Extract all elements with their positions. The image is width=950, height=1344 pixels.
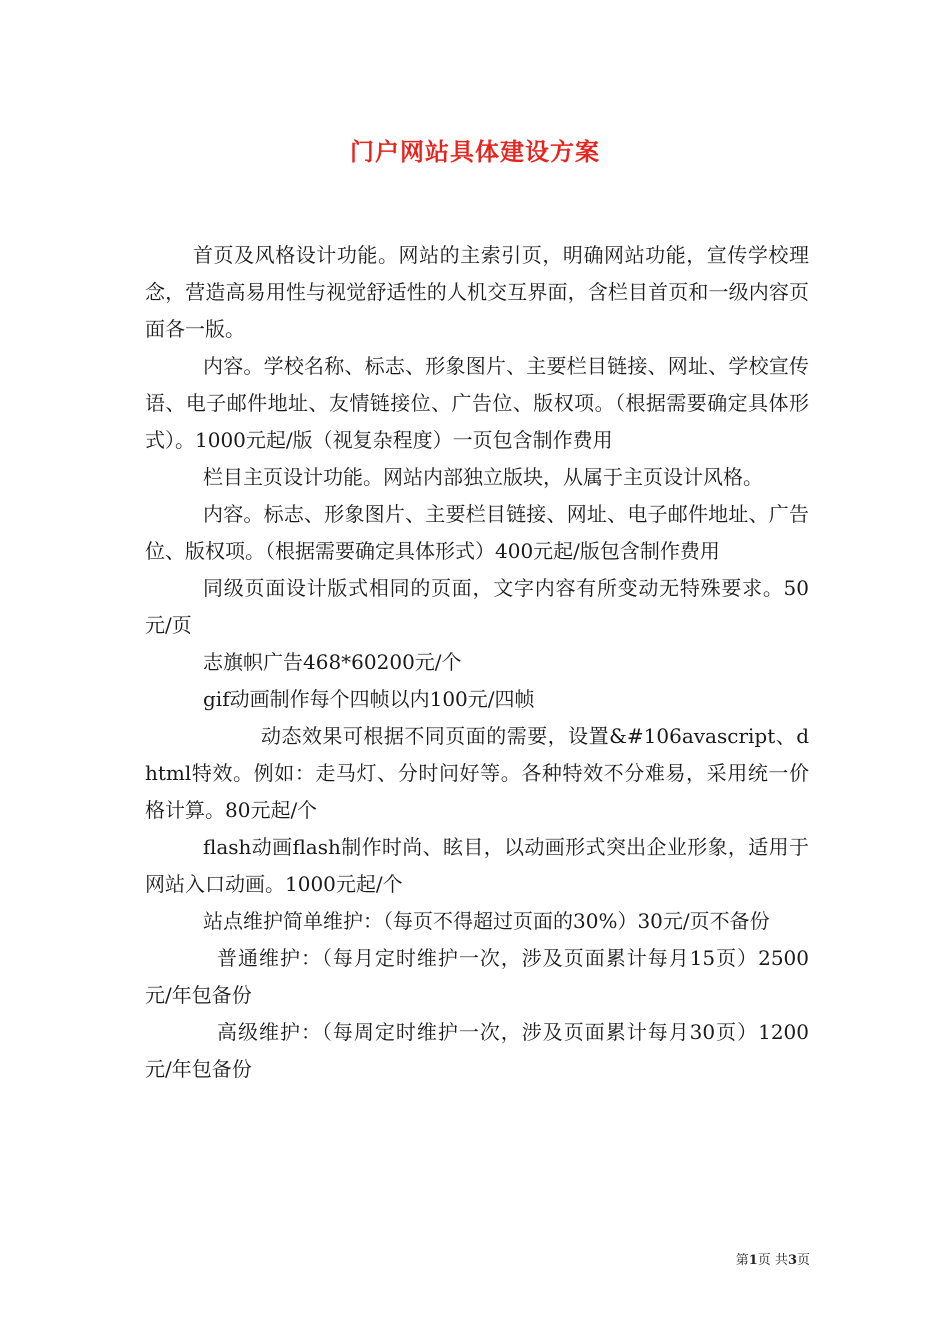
paragraph-dynamic-effects: 动态效果可根据不同页面的需要，设置&#106avascript、dhtml特效。例如：走马灯、分时问好等。各种特效不分难易，采用统一价格计算。80元起/个 xyxy=(145,724,809,822)
page-number-footer xyxy=(700,1249,810,1268)
paragraph-banner-ad: 志旗帜广告468*60200元/个 xyxy=(203,650,462,674)
footer-suffix: 页 xyxy=(796,1253,810,1268)
footer-total-pages: 3 xyxy=(787,1253,797,1268)
footer-current-page: 1 xyxy=(748,1253,758,1268)
paragraph-column-content: 内容。标志、形象图片、主要栏目链接、网址、电子邮件地址、广告位、版权项。（根据需要确定具体形式）400元起/版包含制作费用 xyxy=(145,502,809,563)
footer-prefix: 第 xyxy=(735,1253,749,1268)
paragraph-homepage-content: 内容。学校名称、标志、形象图片、主要栏目链接、网址、学校宣传语、电子邮件地址、友情链接位、广告位、版权项。（根据需要确定具体形式）。1000元起/版（视复杂程度）一页包含制作费用 xyxy=(145,354,809,452)
paragraph-gif-animation: gif动画制作每个四帧以内100元/四帧 xyxy=(203,687,535,711)
paragraph-same-level-page: 同级页面设计版式相同的页面，文字内容有所变动无特殊要求。50元/页 xyxy=(145,576,809,637)
paragraph-normal-maintenance: 普通维护：（每月定时维护一次，涉及页面累计每月15页）2500元/年包备份 xyxy=(145,946,809,1007)
document-body xyxy=(145,237,809,1088)
paragraph-advanced-maintenance: 高级维护：（每周定时维护一次，涉及页面累计每月30页）1200元/年包备份 xyxy=(145,1020,809,1081)
paragraph-simple-maintenance: 站点维护简单维护：（每页不得超过页面的30%）30元/页不备份 xyxy=(203,909,770,933)
paragraph-column-design: 栏目主页设计功能。网站内部独立版块，从属于主页设计风格。 xyxy=(203,465,763,489)
paragraph-homepage-design: 首页及风格设计功能。网站的主索引页，明确网站功能，宣传学校理念，营造高易用性与视觉舒适性的人机交互界面，含栏目首页和一级内容页面各一版。 xyxy=(145,243,809,341)
document-title: 门户网站具体建设方案 xyxy=(350,137,600,166)
paragraph-flash-animation: flash动画flash制作时尚、眩目，以动画形式突出企业形象，适用于网站入口动画。1000元起/个 xyxy=(145,835,809,896)
footer-middle: 页 共 xyxy=(757,1253,788,1268)
